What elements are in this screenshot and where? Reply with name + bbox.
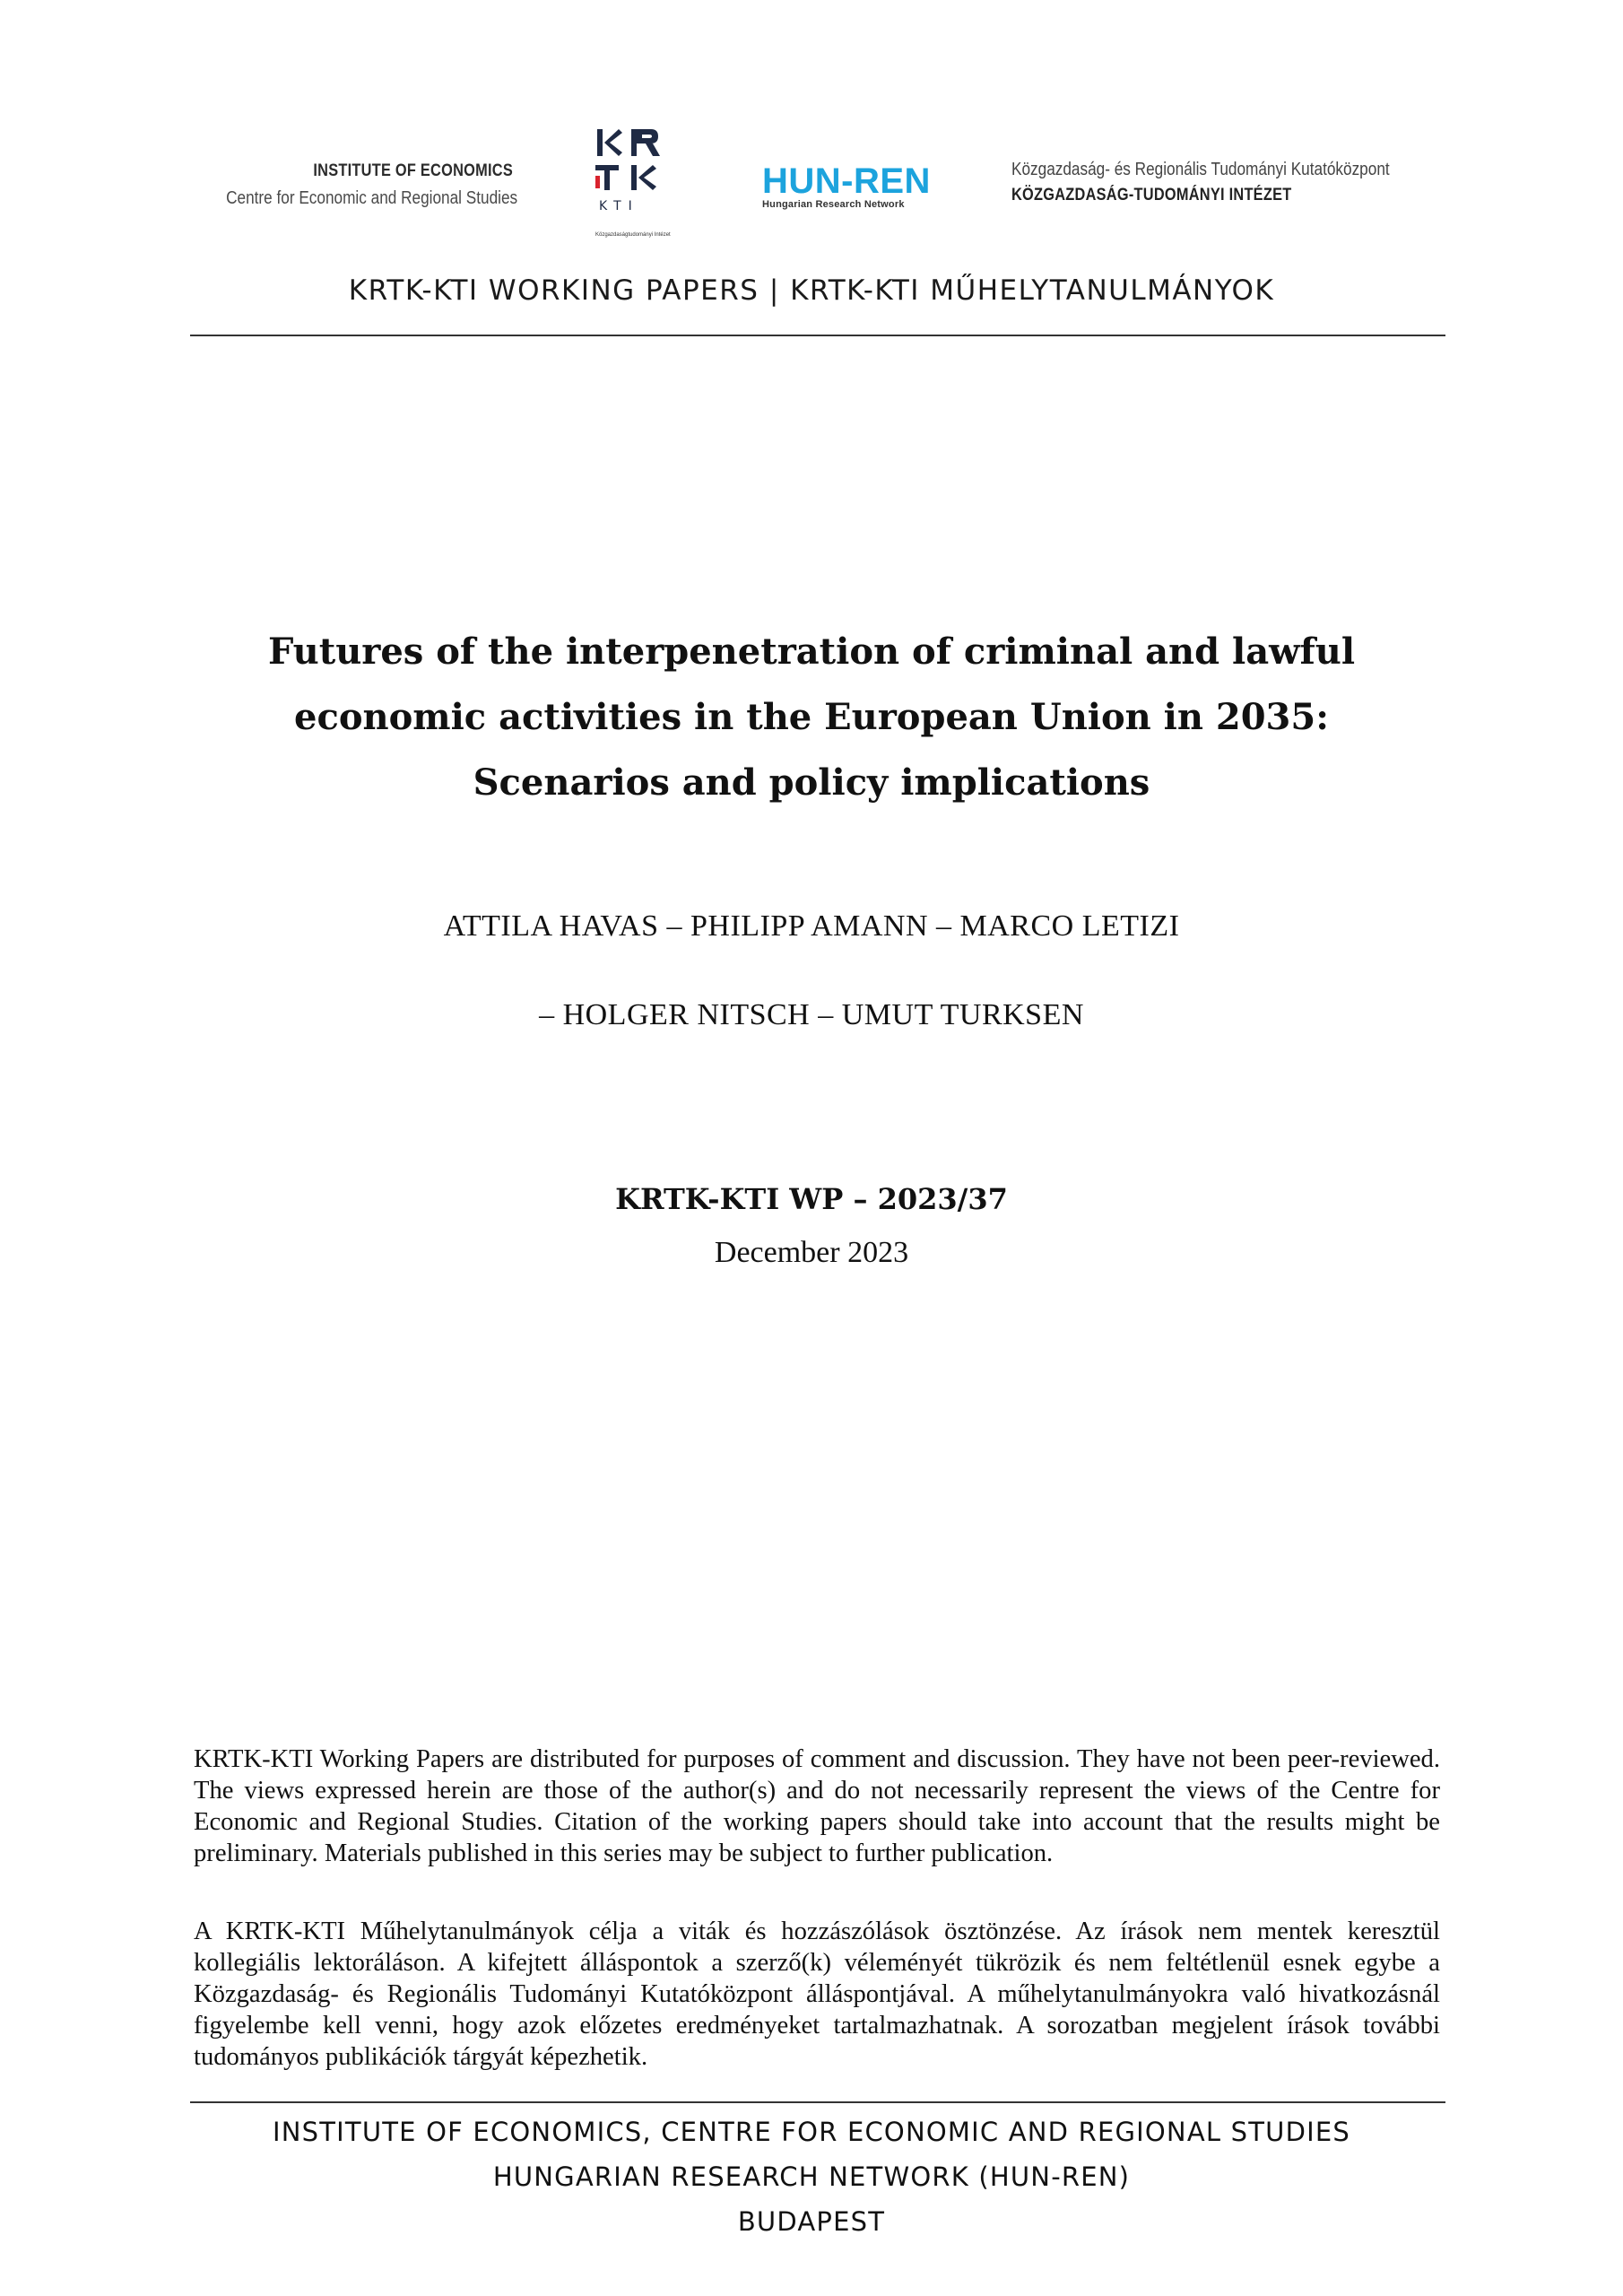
hun-ren-mark: HUN-REN [762, 161, 931, 201]
ktk-logo-line2: KÖZGAZDASÁG-TUDOMÁNYI INTÉZET [1011, 186, 1292, 204]
hun-ren-logo [762, 163, 931, 210]
paper-title-line1: Futures of the interpenetration of criminal and lawful [267, 631, 1356, 673]
paper-title-line2: economic activities in the European Union in 2035: [294, 696, 1329, 738]
series-heading: KRTK-KTI WORKING PAPERS | KRTK-KTI MŰHELYTANULMÁNYOK [348, 274, 1275, 307]
disclaimer-english: KRTK-KTI Working Papers are distributed for purposes of comment and discussion. They have not been peer-reviewed. The views expressed herein are those of the author(s) and do not necessarily represent the views of the Centre for Economic and Regional Studies. Citation of the working papers should take into account that the results might be preliminary. Materials published in this series may be subject to further publication. [194, 1745, 1440, 1867]
institute-logo-title: INSTITUTE OF ECONOMICS [313, 161, 513, 180]
institute-logo-subtitle: Centre for Economic and Regional Studies [226, 188, 518, 208]
svg-text:KTI: KTI [599, 199, 639, 213]
paper-title-line3: Scenarios and policy implications [473, 761, 1150, 804]
krtk-logo-caption: Közgazdaságtudományi Intézet [595, 232, 671, 238]
publication-date: December 2023 [714, 1236, 909, 1269]
footer-network: HUNGARIAN RESEARCH NETWORK (HUN-REN) [492, 2161, 1131, 2192]
hun-ren-subtitle: Hungarian Research Network [762, 199, 905, 210]
working-paper-number: KRTK-KTI WP – 2023/37 [615, 1182, 1008, 1216]
institute-of-economics-logo [179, 161, 518, 209]
authors-line2: – HOLGER NITSCH – UMUT TURKSEN [539, 998, 1084, 1031]
paper-title [184, 619, 1439, 815]
ktk-institute-logo [1011, 160, 1451, 205]
header-divider [190, 335, 1445, 336]
footer-city: BUDAPEST [737, 2206, 886, 2237]
header-logos [0, 117, 1623, 251]
disclaimer-hungarian: A KRTK-KTI Műhelytanulmányok célja a viták és hozzászólások ösztönzése. Az írások nem mentek keresztül kollegiális lektoráláson. A kifejtett álláspontok a szerző(k) véleményét tükrözik és nem feltétlenül esnek egybe a Közgazdaság- és Regionális Tudományi Kutatóközpont álláspontjával. A műhelytanulmányokra való hivatkozásnál figyelembe kell venni, hogy azok előzetes eredményeket tartalmazhatnak. A sorozatban megjelent írások további tudományos publikációk tárgyát képezhetik. [194, 1918, 1440, 2071]
footer-institute: INSTITUTE OF ECONOMICS, CENTRE FOR ECONOMIC AND REGIONAL STUDIES [272, 2117, 1350, 2147]
footer-divider [190, 2101, 1445, 2103]
authors-line1: ATTILA HAVAS – PHILIPP AMANN – MARCO LETIZI [443, 909, 1180, 943]
ktk-logo-line1: Közgazdaság- és Regionális Tudományi Kutatóközpont [1011, 160, 1390, 179]
